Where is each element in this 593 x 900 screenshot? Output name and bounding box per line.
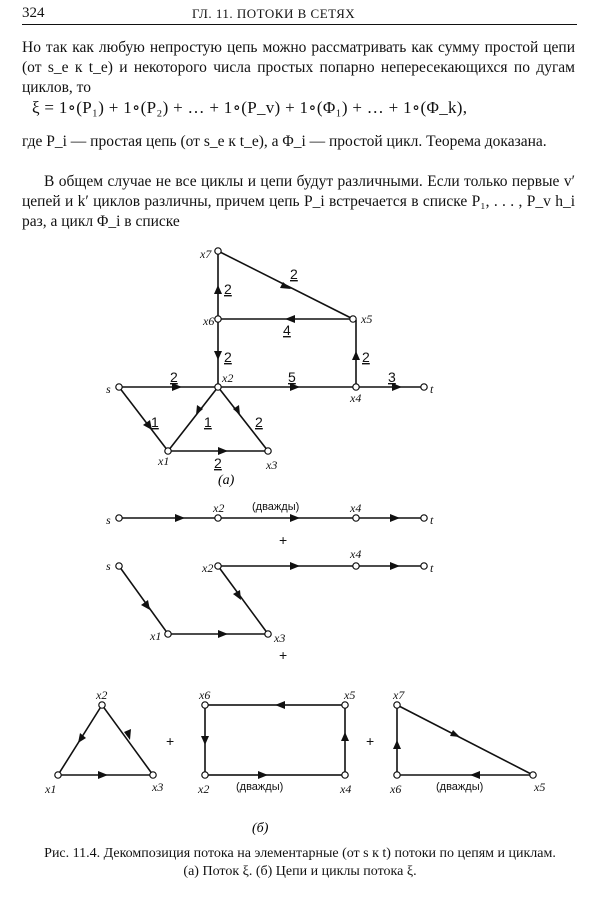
b-node-x2-1: x2 [213, 501, 225, 515]
c-node-x5: x5 [344, 688, 356, 702]
plus-1: + [279, 532, 288, 548]
c-node-x2: x2 [96, 688, 108, 702]
b-node-t-1: t [430, 513, 434, 527]
node-x3: x3 [266, 458, 278, 472]
edge-label-x6-x7: 2 [224, 281, 232, 297]
cycle-x6-x7-x5 [397, 705, 533, 775]
node-s: s [106, 382, 111, 396]
node-x7: x7 [200, 247, 212, 261]
edge-label-x4-x5: 2 [362, 349, 370, 365]
b-node-x1-2: x1 [150, 629, 162, 643]
plus-2: + [279, 647, 288, 663]
cycle-x2-x4-x5-x6 [205, 705, 345, 775]
decomposition-formula: ξ = 1∘(P₁) + 1∘(P₂) + … + 1∘(P_v) + 1∘(Φ₁) + … + 1∘(Φ_k), [32, 98, 468, 117]
b-node-s-2: s [106, 559, 111, 573]
paragraph-3: В общем случае не все циклы и цепи будут различными. Если только первые v′ цепей и k′ циклов различны, причем цепь P_i встречается в списке P₁, . . . , P_v h_i раз, а цикл Φ_i в списке [22, 173, 575, 230]
edge-label-x1-x2: 1 [204, 414, 212, 430]
chapter-title: ГЛ. 11. ПОТОКИ В СЕТЯХ [192, 6, 356, 21]
plus-4: + [366, 733, 375, 749]
edge-label-s-x1: 1 [151, 414, 159, 430]
c-node-x6b: x6 [390, 782, 402, 796]
b-node-x2-2: x2 [202, 561, 214, 575]
edge-label-x6-x2: 2 [224, 349, 232, 365]
edge-label-x2-x4: 5 [288, 369, 296, 385]
arrowheads [78, 282, 480, 779]
edges-a [119, 251, 424, 451]
sub-caption-b: (б) [252, 821, 269, 836]
edge-label-x4-t: 3 [388, 369, 396, 385]
node-x4: x4 [350, 391, 362, 405]
twice-label-2: (дважды) [236, 781, 284, 793]
edge-label-x1-x3: 2 [214, 455, 222, 471]
c-node-x6: x6 [199, 688, 211, 702]
node-t: t [430, 382, 434, 396]
b-node-x3-2: x3 [274, 631, 286, 645]
c-node-x1: x1 [45, 782, 57, 796]
sub-caption-a: (а) [218, 473, 235, 488]
c-node-x2b: x2 [198, 782, 210, 796]
cycle-x1-x2-x3 [58, 705, 153, 775]
c-node-x3: x3 [152, 780, 164, 794]
b-node-s-1: s [106, 513, 111, 527]
path-s-x1-x3-x2-x4-t [119, 566, 424, 634]
b-node-x4-1: x4 [350, 501, 362, 515]
edge-label-s-x2: 2 [170, 369, 178, 385]
graph-nodes [55, 248, 536, 778]
c-node-x7: x7 [393, 688, 405, 702]
node-x6: x6 [203, 314, 215, 328]
node-x5: x5 [361, 312, 373, 326]
node-x2: x2 [222, 371, 234, 385]
paragraph-1: Но так как любую непростую цепь можно рассматривать как сумму простой цепи (от s_e к t_e) и некоторого числа простых попарно непересекающихся по дугам циклов, то [22, 39, 575, 96]
node-x1: x1 [158, 454, 170, 468]
twice-label-1: (дважды) [252, 501, 300, 513]
paragraph-2: где P_i — простая цепь (от s_e к t_e), а Φ_i — простой цикл. Теорема доказана. [22, 133, 547, 150]
b-node-t-2: t [430, 561, 434, 575]
edge-label-x7-x5: 2 [290, 266, 298, 282]
b-node-x4-2: x4 [350, 547, 362, 561]
c-node-x5b: x5 [534, 780, 546, 794]
page-number: 324 [22, 5, 45, 21]
edge-label-x3-x2: 2 [255, 414, 263, 430]
twice-label-3: (дважды) [436, 781, 484, 793]
plus-3: + [166, 733, 175, 749]
edge-label-x5-x6: 4 [283, 322, 291, 338]
figure-caption: Рис. 11.4. Декомпозиция потока на элементарные (от s к t) потоки по цепям и циклам. (а) Поток ξ. (б) Цепи и циклы потока ξ. [44, 846, 556, 879]
c-node-x4: x4 [340, 782, 352, 796]
